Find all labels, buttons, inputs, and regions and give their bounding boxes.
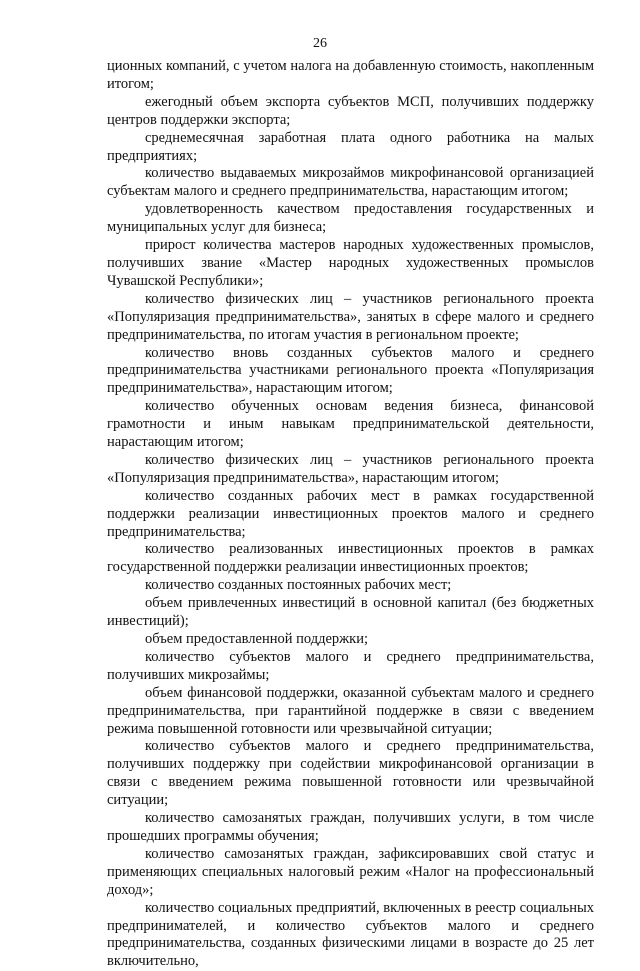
paragraph: объем финансовой поддержки, оказанной субъектам малого и среднего предпринимательства, при гарантийной поддержке в связи с введением режима повышенной готовности или чрезвычайной ситуации; (107, 684, 594, 737)
paragraph: ежегодный объем экспорта субъектов МСП, получивших поддержку центров поддержки экспорта; (107, 93, 594, 128)
paragraph: количество созданных рабочих мест в рамках государственной поддержки реализации инвестиционных проектов малого и среднего предпринимательства; (107, 487, 594, 540)
page-number: 26 (313, 36, 327, 51)
paragraph: количество физических лиц – участников регионального проекта «Популяризация предпринимательства», занятых в сфере малого и среднего предпринимательства, по итогам участия в региональном проекте; (107, 290, 594, 343)
paragraph: количество самозанятых граждан, зафиксировавших свой статус и применяющих специальных налоговый режим «Налог на профессиональный доход»; (107, 845, 594, 898)
paragraph: прирост количества мастеров народных художественных промыслов, получивших звание «Мастер народных художественных промыслов Чувашской Республики»; (107, 237, 594, 289)
paragraph: количество субъектов малого и среднего предпринимательства, получивших микрозаймы; (107, 648, 594, 683)
paragraph: объем привлеченных инвестиций в основной капитал (без бюджетных инвестиций); (107, 595, 594, 630)
paragraph: удовлетворенность качеством предоставления государственных и муниципальных услуг для бизнеса; (107, 201, 594, 236)
paragraph: количество физических лиц – участников регионального проекта «Популяризация предпринимательства», нарастающим итогом; (107, 451, 594, 486)
paragraph: количество реализованных инвестиционных проектов в рамках государственной поддержки реализации инвестиционных проектов; (107, 541, 594, 576)
paragraph: количество вновь созданных субъектов малого и среднего предпринимательства участниками регионального проекта «Популяризация предпринимательства», нарастающим итогом; (107, 344, 594, 397)
paragraph: количество выдаваемых микрозаймов микрофинансовой организацией субъектам малого и среднего предпринимательства, нарастающим итогом; (107, 165, 594, 200)
paragraph: ционных компаний, с учетом налога на добавленную стоимость, накопленным итогом; (107, 58, 594, 92)
paragraph: объем предоставленной поддержки; (145, 631, 368, 647)
document-body (107, 58, 594, 971)
paragraph: количество субъектов малого и среднего предпринимательства, получивших поддержку при содействии микрофинансовой организации в связи с введением режима повышенной готовности или чрезвычайной ситуации; (107, 738, 594, 809)
paragraph: количество самозанятых граждан, получивших услуги, в том числе прошедших программы обучения; (107, 810, 594, 844)
paragraph: количество социальных предприятий, включенных в реестр социальных предпринимателей, и количество субъектов малого и среднего предпринимательства, созданных физическими лицами в возрасте до 25 лет включительно, (107, 899, 594, 970)
paragraph: количество обученных основам ведения бизнеса, финансовой грамотности и иным навыкам предпринимательской деятельности, нарастающим итогом; (107, 398, 594, 451)
paragraph: среднемесячная заработная плата одного работника на малых предприятиях; (107, 129, 594, 164)
paragraph: количество созданных постоянных рабочих мест; (145, 577, 452, 594)
